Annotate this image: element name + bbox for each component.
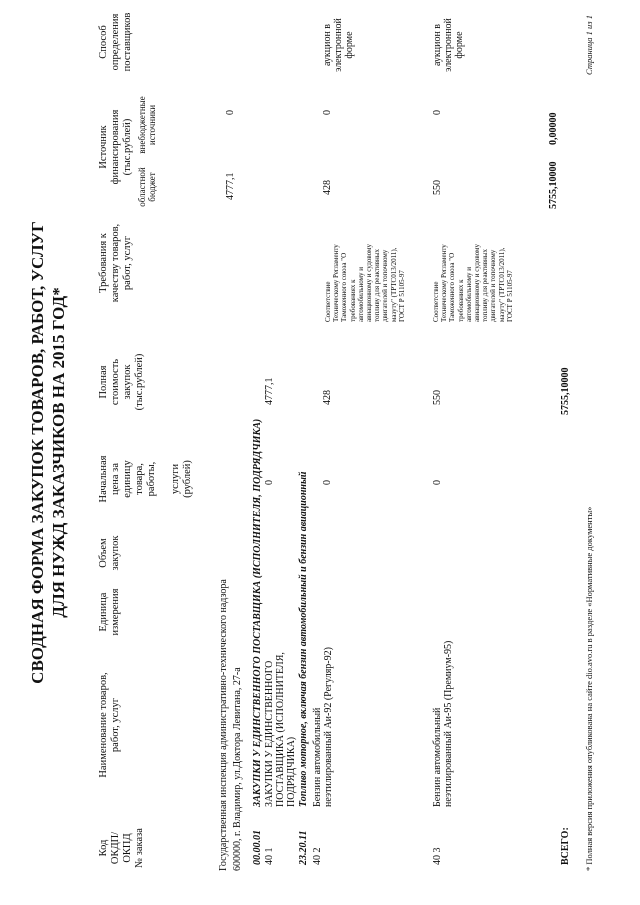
row2-code: 40 2	[312, 847, 323, 865]
customer-address: 600000, г. Владимир, ул.Доктора Левитана, 27-а	[232, 667, 243, 871]
document-subtitle: ДЛЯ НУЖД ЗАКАЗЧИКОВ НА 2015 ГОД*	[49, 287, 68, 618]
section1-code: 00.00.01	[252, 830, 263, 865]
header-name: Наименование товаров, работ, услуг	[98, 672, 121, 778]
totals-label: ВСЕГО:	[560, 827, 571, 865]
header-requirements: Требования к качеству товаров, работ, услуг	[98, 223, 133, 303]
row3-total: 550	[432, 390, 443, 405]
row2-total: 428	[322, 390, 333, 405]
row2-offbudget: 0	[322, 110, 333, 115]
section2-title: Топливо моторное, включая бензин автомобильный и бензин авиационный	[298, 471, 309, 807]
row1-code: 40 1	[264, 847, 275, 865]
header-method: Способ определения поставщиков	[98, 12, 133, 72]
row2-price: 0	[322, 480, 333, 485]
section1-title: ЗАКУПКИ У ЕДИНСТВЕННОГО ПОСТАВЩИКА (ИСПОЛНИТЕЛЯ, ПОДРЯДЧИКА)	[252, 418, 263, 807]
row2-name: Бензин автомобильный неэтилированный Аи-92 (Регуляр-92)	[312, 647, 334, 807]
row3-offbudget: 0	[432, 110, 443, 115]
row1-name: ЗАКУПКИ У ЕДИНСТВЕННОГО ПОСТАВЩИКА (ИСПОЛНИТЕЛЯ, ПОДРЯДЧИКА)	[264, 652, 297, 807]
row3-method: аукцион в электронной форме	[432, 18, 465, 72]
row3-code: 40 3	[432, 847, 443, 865]
row1-price: 0	[264, 480, 275, 485]
row1-total: 4777,1	[264, 377, 275, 405]
header-funding-regional: областной бюджет	[137, 167, 157, 207]
row3-name: Бензин автомобильный неэтилированный Аи-95 (Премиум-95)	[432, 640, 454, 807]
header-funding: Источник финансирования (тыс.рублей)	[98, 109, 133, 185]
totals-offbudget: 0,00000	[548, 112, 559, 145]
header-total: Полная стоимость закупок (тыс.рублей)	[98, 353, 145, 411]
page-number: Страница 1 из 1	[584, 15, 594, 75]
footer-note: * Полная версия приложения опубликована на сайте dio.avo.ru в разделе «Нормативные документы»	[584, 506, 594, 871]
row2-regional: 428	[322, 180, 333, 195]
row2-requirements: Соответствие Техническому Регламенту Таможенного союза "О требованиях к автомобильному и авиационному и судовому топливу для реактивных двигателей и топочному мазуту" (ТРТС013/2011), ГОСТ Р 51105-97	[324, 244, 406, 322]
row3-regional: 550	[432, 180, 443, 195]
header-code: Код ОКДП/ ОКПД № заказа	[98, 828, 145, 868]
row1-offbudget: 0	[225, 110, 236, 115]
totals-regional: 5755,10000	[548, 161, 559, 209]
section2-code: 23.20.11	[298, 830, 309, 865]
document-title: СВОДНАЯ ФОРМА ЗАКУПОК ТОВАРОВ, РАБОТ, УСЛУГ	[28, 221, 47, 684]
header-volume: Объем закупок	[98, 535, 121, 571]
row2-method: аукцион в электронной форме	[322, 18, 355, 72]
header-price: Начальная цена за единицу товара, работы, услуги (рублей)	[98, 455, 193, 503]
row1-regional: 4777,1	[225, 172, 236, 200]
row3-price: 0	[432, 480, 443, 485]
row3-requirements: Соответствие Техническому Регламенту Таможенного союза "О требованиях к автомобильному и авиационному и судовому топливу для реактивных двигателей и топочному мазуту" (ТРТС013/2011), ГОСТ Р 51105-97	[432, 244, 514, 322]
totals-total: 5755,10000	[560, 367, 571, 415]
customer-name: Государственная инспекция административно-технического надзора	[218, 579, 229, 871]
header-unit: Единица измерения	[98, 588, 121, 636]
header-funding-offbudget: внебюджетные источники	[137, 96, 157, 154]
